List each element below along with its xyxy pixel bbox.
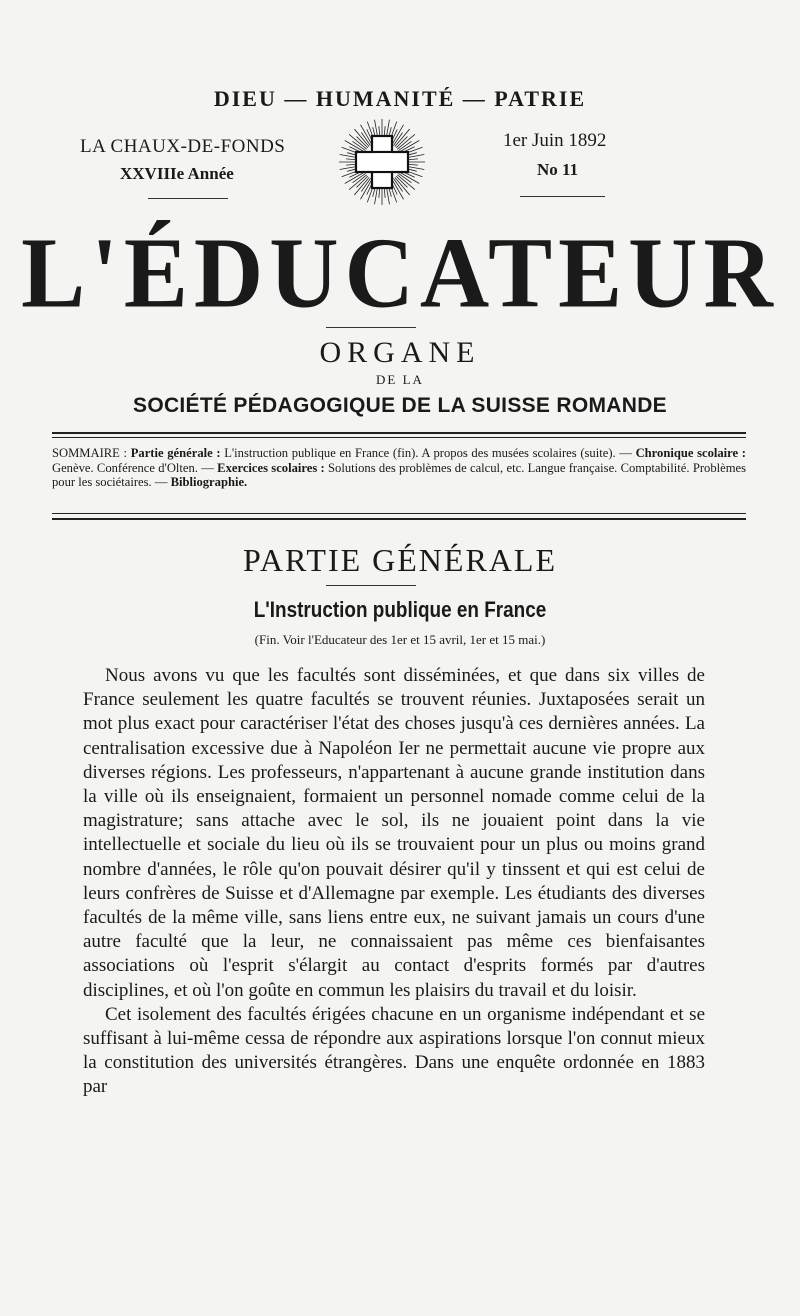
motto: DIEU — HUMANITÉ — PATRIE xyxy=(213,86,587,111)
article-paragraph: Cet isolement des facultés érigées chacune en un organisme indépendant et se suffisant à lui-même cessa de répondre aux aspirations lorsque l'on connut mieux la constitution des universités étrangères. Dans une enquête ordonnée en 1883 par xyxy=(83,1003,705,1098)
section-divider xyxy=(326,585,416,586)
summary-label: SOMMAIRE : xyxy=(52,446,128,460)
article-body xyxy=(83,664,705,1100)
issue-date: 1er Juin 1892 xyxy=(503,130,607,151)
table-of-contents xyxy=(52,446,746,490)
section-title: PARTIE GÉNÉRALE xyxy=(243,542,557,578)
right-dash-divider xyxy=(520,196,605,197)
summary-heading: Bibliographie. xyxy=(170,475,248,489)
masthead-divider xyxy=(326,327,416,328)
place-name: LA CHAUX-DE-FONDS xyxy=(80,136,286,157)
swiss-cross-sunburst-icon xyxy=(338,118,426,206)
summary-text: L'instruction publique en France (fin). A propos des musées scolaires (suite). — xyxy=(220,446,636,460)
summary-text: Genève. Conférence d'Olten. — xyxy=(52,460,218,475)
summary-top-rule xyxy=(52,432,746,434)
masthead-connector: DE LA xyxy=(376,372,424,387)
summary-heading: Chronique scolaire : xyxy=(635,446,746,460)
issue-number: No 11 xyxy=(537,160,579,179)
article-note: (Fin. Voir l'Educateur des 1er et 15 avril, 1er et 15 mai.) xyxy=(254,632,546,647)
summary-heading: Partie générale : xyxy=(130,446,221,460)
summary-text: Solutions des problèmes de calcul, etc. Langue française. Comptabilité. Problèmes pour les sociétaires. — xyxy=(52,460,746,489)
masthead-subtitle: ORGANE xyxy=(319,336,481,369)
summary-heading: Exercices scolaires : xyxy=(217,460,325,475)
summary-top-rule-thin xyxy=(52,437,746,438)
left-dash-divider xyxy=(148,198,228,199)
masthead-title: L'ÉDUCATEUR xyxy=(21,216,779,329)
article-paragraph: Nous avons vu que les facultés sont disséminées, et que dans six villes de France seulement les quatre facultés se trouvent réunies. Juxtaposées serait un mot plus exact pour caractériser l'état des choses jusqu'à ces dernières années. La centralisation excessive due à Napoléon Ier ne permettait aucune vie propre aux diverses régions. Les professeurs, n'appartenant à aucune grande institution dans la ville où ils enseignaient, formaient un personnel nomade comme celui de la magistrature; sans attache avec le sol, ils ne jouaient point dans la vie intellectuelle et sociale du lieu où ils se trouvaient pour un plus ou moins grand nombre d'années, le rôle qu'on pouvait désirer qu'il y tinssent et qui est celui de leurs confrères de Suisse et d'Allemagne par exemple. Les étudiants des diverses facultés de la même ville, sans liens entre eux, ne suivant jamais un cours d'une autre faculté que la leur, ne connaissaient pas même ces bienfaisantes associations où l'esprit s'élargit au contact d'esprits formés par d'autres disciplines, et où l'on goûte en commun les plaisirs du travail et du loisir. xyxy=(83,665,705,1001)
volume-year: XXVIIIe Année xyxy=(120,164,234,183)
summary-bottom-rule xyxy=(52,518,746,520)
article-title: L'Instruction publique en France xyxy=(253,597,547,622)
society-name: SOCIÉTÉ PÉDAGOGIQUE DE LA SUISSE ROMANDE xyxy=(133,394,667,417)
summary-bottom-rule-thin xyxy=(52,513,746,514)
